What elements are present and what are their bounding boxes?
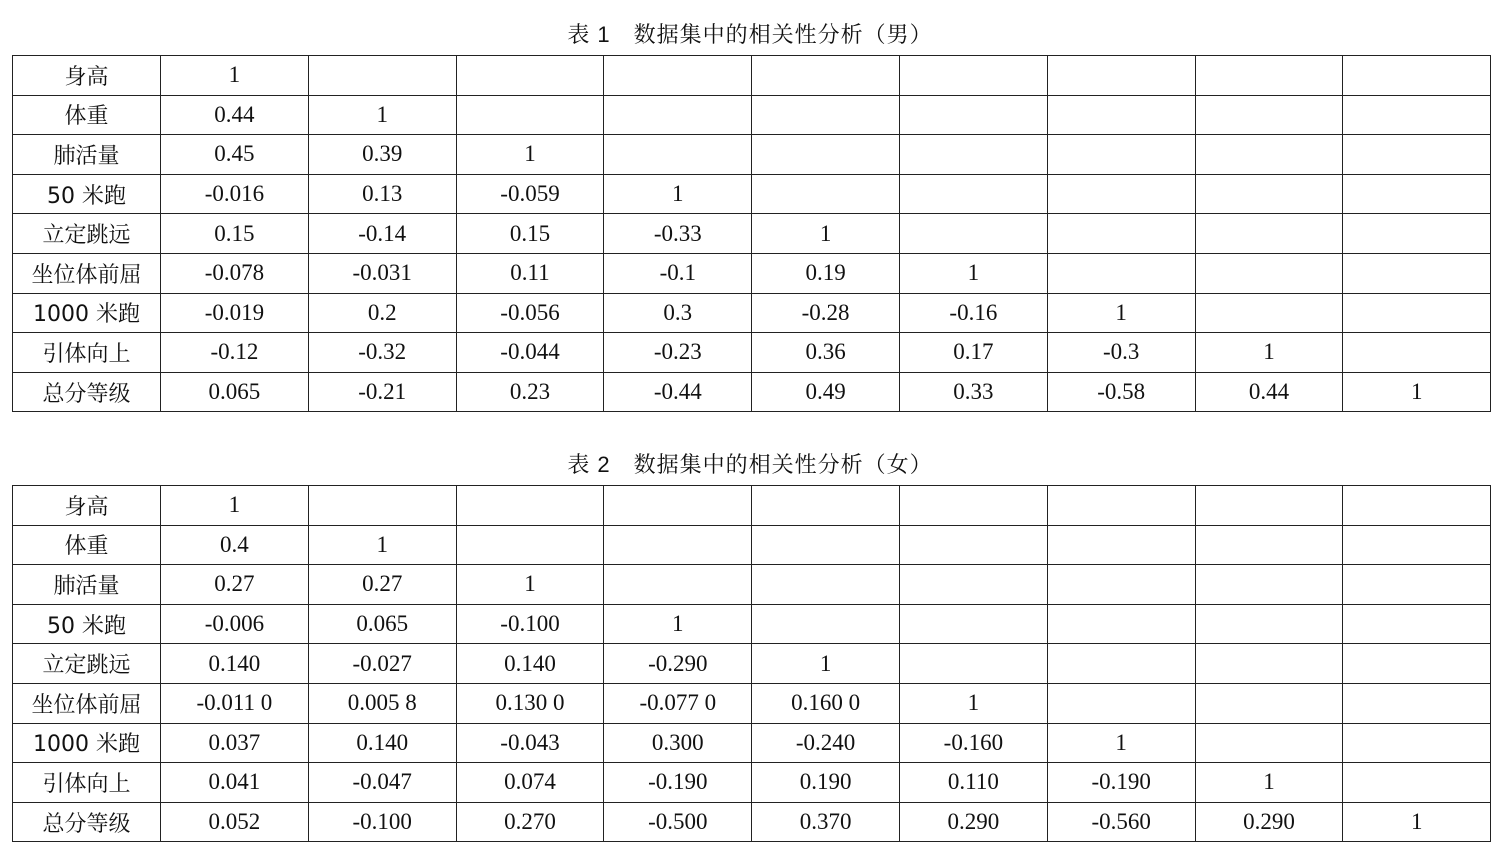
table-cell: 0.15 — [456, 214, 604, 254]
table-cell — [1343, 293, 1491, 333]
row-label: 1000 米跑 — [13, 293, 161, 333]
table-cell: 0.23 — [456, 372, 604, 412]
table-cell: -0.290 — [604, 644, 752, 684]
table-row — [13, 525, 1491, 565]
row-label: 引体向上 — [13, 763, 161, 803]
table-cell: 0.17 — [899, 333, 1047, 373]
table-cell: -0.16 — [899, 293, 1047, 333]
correlation-table-male — [12, 55, 1491, 412]
row-label: 体重 — [13, 525, 161, 565]
table-cell: 1 — [604, 604, 752, 644]
table-cell: 0.39 — [308, 135, 456, 175]
table-cell: 1 — [1195, 763, 1343, 803]
table-cell: 0.3 — [604, 293, 752, 333]
table-row — [13, 293, 1491, 333]
table-cell: 0.140 — [456, 644, 604, 684]
table-cell: -0.077 0 — [604, 683, 752, 723]
table-cell — [456, 525, 604, 565]
table-cell — [899, 525, 1047, 565]
table2-caption: 表 2 数据集中的相关性分析（女） — [567, 452, 933, 477]
table-cell — [1195, 95, 1343, 135]
table-cell: -0.14 — [308, 214, 456, 254]
table-cell: 1 — [899, 253, 1047, 293]
table-cell: 0.074 — [456, 763, 604, 803]
table-cell — [1047, 683, 1195, 723]
table-cell — [1343, 174, 1491, 214]
table-cell: 0.19 — [752, 253, 900, 293]
row-label: 总分等级 — [13, 372, 161, 412]
table-cell — [1047, 525, 1195, 565]
table-cell — [752, 525, 900, 565]
table-cell: 1 — [308, 525, 456, 565]
table1-body — [13, 56, 1491, 412]
row-label: 身高 — [13, 486, 161, 526]
table-cell: 1 — [604, 174, 752, 214]
table-cell — [1047, 135, 1195, 175]
table-cell — [899, 56, 1047, 96]
table-cell: -0.3 — [1047, 333, 1195, 373]
table-row — [13, 56, 1491, 96]
table-cell — [752, 135, 900, 175]
table-cell: -0.027 — [308, 644, 456, 684]
row-label: 肺活量 — [13, 135, 161, 175]
table-cell: 1 — [752, 214, 900, 254]
table-cell: -0.28 — [752, 293, 900, 333]
table-cell: 1 — [1343, 802, 1491, 842]
table-cell — [1343, 135, 1491, 175]
table-row — [13, 174, 1491, 214]
table-cell — [1343, 644, 1491, 684]
table-cell — [1343, 56, 1491, 96]
table-cell: -0.500 — [604, 802, 752, 842]
table-cell — [604, 525, 752, 565]
table2-body — [13, 486, 1491, 842]
table-cell: -0.044 — [456, 333, 604, 373]
table-cell: -0.32 — [308, 333, 456, 373]
table-cell: 0.45 — [161, 135, 309, 175]
table-cell — [1047, 95, 1195, 135]
table-cell: 1 — [1343, 372, 1491, 412]
table-cell: -0.21 — [308, 372, 456, 412]
table-cell: 0.370 — [752, 802, 900, 842]
table-cell — [308, 486, 456, 526]
table-row — [13, 644, 1491, 684]
table-cell: -0.043 — [456, 723, 604, 763]
table-row — [13, 683, 1491, 723]
table-row — [13, 214, 1491, 254]
table-cell: -0.58 — [1047, 372, 1195, 412]
row-label: 50 米跑 — [13, 174, 161, 214]
table-cell — [1343, 214, 1491, 254]
row-label: 身高 — [13, 56, 161, 96]
table-cell — [1343, 565, 1491, 605]
table-row — [13, 333, 1491, 373]
table-cell: 1 — [161, 56, 309, 96]
table-cell — [604, 486, 752, 526]
table-cell — [899, 565, 1047, 605]
table-cell: 1 — [752, 644, 900, 684]
table-cell — [1047, 56, 1195, 96]
table1-caption: 表 1 数据集中的相关性分析（男） — [567, 22, 933, 47]
table-cell — [1195, 683, 1343, 723]
row-label: 立定跳远 — [13, 214, 161, 254]
table-cell: -0.240 — [752, 723, 900, 763]
table-cell — [1343, 486, 1491, 526]
table-cell: 0.27 — [161, 565, 309, 605]
table-cell — [1195, 293, 1343, 333]
table-cell — [1195, 214, 1343, 254]
correlation-table-female — [12, 485, 1491, 842]
table-cell: -0.12 — [161, 333, 309, 373]
table-cell: 0.13 — [308, 174, 456, 214]
table-row — [13, 565, 1491, 605]
table-cell: 1 — [899, 683, 1047, 723]
table-cell: 1 — [1047, 293, 1195, 333]
table-cell — [1343, 604, 1491, 644]
table-cell — [1195, 56, 1343, 96]
table-cell: 0.110 — [899, 763, 1047, 803]
table-cell — [1047, 565, 1195, 605]
table-cell — [1195, 565, 1343, 605]
table-cell: -0.190 — [604, 763, 752, 803]
table-cell: 1 — [456, 135, 604, 175]
table-cell — [1195, 525, 1343, 565]
table-cell — [1047, 174, 1195, 214]
table-cell — [604, 95, 752, 135]
table-cell: 1 — [1195, 333, 1343, 373]
table-cell: -0.1 — [604, 253, 752, 293]
table-cell: 0.36 — [752, 333, 900, 373]
table-cell — [1195, 253, 1343, 293]
table-cell — [1195, 135, 1343, 175]
table-cell — [752, 565, 900, 605]
table-cell: 1 — [456, 565, 604, 605]
table-cell — [1343, 723, 1491, 763]
table-cell — [752, 486, 900, 526]
table-cell — [604, 565, 752, 605]
table-cell — [456, 56, 604, 96]
table-cell: 0.49 — [752, 372, 900, 412]
table-cell: -0.560 — [1047, 802, 1195, 842]
table-cell: 0.300 — [604, 723, 752, 763]
table-cell — [899, 486, 1047, 526]
table-cell: 0.130 0 — [456, 683, 604, 723]
row-label: 坐位体前屈 — [13, 683, 161, 723]
table-row — [13, 802, 1491, 842]
table-cell — [752, 95, 900, 135]
table-cell — [456, 95, 604, 135]
table-cell — [1343, 525, 1491, 565]
table-cell: 0.4 — [161, 525, 309, 565]
table-row — [13, 723, 1491, 763]
table-cell — [1343, 95, 1491, 135]
table-cell: -0.160 — [899, 723, 1047, 763]
table-cell — [1343, 763, 1491, 803]
table-cell: 0.290 — [1195, 802, 1343, 842]
table-cell — [899, 95, 1047, 135]
table-cell: -0.047 — [308, 763, 456, 803]
table-cell: -0.056 — [456, 293, 604, 333]
table-cell: 0.270 — [456, 802, 604, 842]
table-cell — [1195, 723, 1343, 763]
table-cell — [1343, 683, 1491, 723]
table-cell: -0.33 — [604, 214, 752, 254]
table-cell: -0.059 — [456, 174, 604, 214]
table-cell: -0.190 — [1047, 763, 1195, 803]
table-cell — [899, 135, 1047, 175]
table-cell — [752, 56, 900, 96]
table-cell: 0.052 — [161, 802, 309, 842]
table-cell: -0.031 — [308, 253, 456, 293]
table-cell — [1047, 486, 1195, 526]
table-cell: -0.44 — [604, 372, 752, 412]
row-label: 肺活量 — [13, 565, 161, 605]
table-cell: -0.078 — [161, 253, 309, 293]
table-cell: 0.11 — [456, 253, 604, 293]
table-cell: -0.100 — [308, 802, 456, 842]
table-cell: 0.065 — [161, 372, 309, 412]
table-cell: 0.33 — [899, 372, 1047, 412]
table-cell: 1 — [161, 486, 309, 526]
table-cell: 1 — [1047, 723, 1195, 763]
table-cell: -0.100 — [456, 604, 604, 644]
table-row — [13, 604, 1491, 644]
table-cell: 0.190 — [752, 763, 900, 803]
table-cell — [899, 174, 1047, 214]
row-label: 引体向上 — [13, 333, 161, 373]
table-cell: 0.065 — [308, 604, 456, 644]
table-row — [13, 253, 1491, 293]
table-cell — [1195, 644, 1343, 684]
table-cell: -0.019 — [161, 293, 309, 333]
table-row — [13, 95, 1491, 135]
table-cell: 1 — [308, 95, 456, 135]
table-cell — [899, 214, 1047, 254]
table-cell: 0.44 — [1195, 372, 1343, 412]
table-cell — [1195, 604, 1343, 644]
table-cell — [1047, 644, 1195, 684]
row-label: 50 米跑 — [13, 604, 161, 644]
table-cell: -0.23 — [604, 333, 752, 373]
table-row — [13, 763, 1491, 803]
table-cell — [752, 174, 900, 214]
table-cell — [1047, 253, 1195, 293]
table-cell — [604, 56, 752, 96]
table-cell: 0.290 — [899, 802, 1047, 842]
table-row — [13, 486, 1491, 526]
table-cell — [1343, 253, 1491, 293]
table-cell — [899, 604, 1047, 644]
row-label: 坐位体前屈 — [13, 253, 161, 293]
table-cell — [1047, 214, 1195, 254]
table-cell — [604, 135, 752, 175]
table-cell: 0.27 — [308, 565, 456, 605]
table-cell: 0.160 0 — [752, 683, 900, 723]
table-cell: 0.15 — [161, 214, 309, 254]
row-label: 立定跳远 — [13, 644, 161, 684]
table-cell: 0.140 — [161, 644, 309, 684]
table-row — [13, 135, 1491, 175]
table-cell: 0.005 8 — [308, 683, 456, 723]
table-cell — [456, 486, 604, 526]
table-cell: 0.140 — [308, 723, 456, 763]
table-cell: 0.2 — [308, 293, 456, 333]
table-cell — [1195, 174, 1343, 214]
table-cell — [1047, 604, 1195, 644]
table-cell — [752, 604, 900, 644]
table-cell — [899, 644, 1047, 684]
table-cell: -0.011 0 — [161, 683, 309, 723]
table-cell: 0.037 — [161, 723, 309, 763]
row-label: 总分等级 — [13, 802, 161, 842]
row-label: 体重 — [13, 95, 161, 135]
table-cell — [1195, 486, 1343, 526]
table-cell: 0.041 — [161, 763, 309, 803]
table-cell — [308, 56, 456, 96]
row-label: 1000 米跑 — [13, 723, 161, 763]
table-cell — [1343, 333, 1491, 373]
table-cell: -0.016 — [161, 174, 309, 214]
table-row — [13, 372, 1491, 412]
table-cell: -0.006 — [161, 604, 309, 644]
table-cell: 0.44 — [161, 95, 309, 135]
